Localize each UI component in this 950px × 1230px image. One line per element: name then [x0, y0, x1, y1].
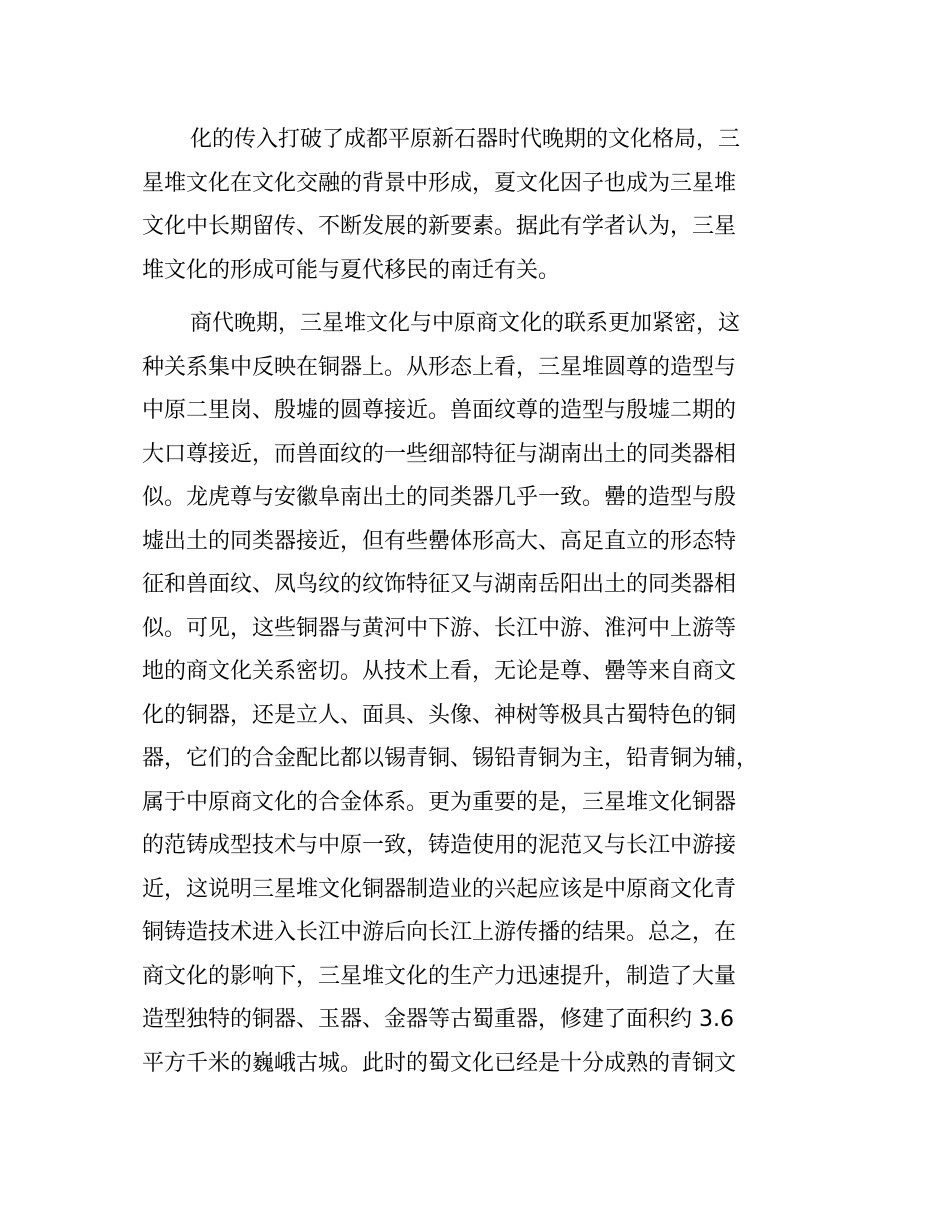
text-line: 堆文化的形成可能与夏代移民的南迁有关。	[142, 257, 561, 283]
text-line: 的范铸成型技术与中原一致，铸造使用的泥范又与长江中游接	[142, 833, 737, 858]
text-line: 平方千米的巍峨古城。此时的蜀文化已经是十分成熟的青铜文	[142, 1050, 737, 1076]
text-line: 铜铸造技术进入长江中游后向长江上游传播的结果。总之，在	[142, 920, 737, 945]
text-line: 化的铜器，还是立人、面具、头像、神树等极具古蜀特色的铜	[142, 702, 737, 728]
text-line: 种关系集中反映在铜器上。从形态上看，三星堆圆尊的造型与	[142, 354, 737, 380]
text-line: 商代晚期，三星堆文化与中原商文化的联系更加紧密，这	[190, 311, 741, 336]
paragraph-1	[142, 118, 842, 292]
text-line: 星堆文化在文化交融的背景中形成，夏文化因子也成为三星堆	[142, 170, 737, 196]
text-line: 化的传入打破了成都平原新石器时代晚期的文化格局，三	[190, 127, 741, 152]
text-line: 文化中长期留传、不断发展的新要素。据此有学者认为，三星	[142, 214, 737, 239]
text-line: 造型独特的铜器、玉器、金器等古蜀重器，修建了面积约 3.6	[142, 1007, 734, 1032]
text-line: 地的商文化关系密切。从技术上看，无论是尊、罍等来自商文	[142, 659, 737, 684]
text-line: 墟出土的同类器接近，但有些罍体形高大、高足直立的形态特	[142, 528, 737, 554]
text-line: 器，它们的合金配比都以锡青铜、锡铅青铜为主，铅青铜为辅，	[142, 746, 759, 771]
text-line: 大口尊接近，而兽面纹的一些细部特征与湖南出土的同类器相	[142, 441, 737, 467]
document-body	[142, 118, 842, 1095]
text-line: 似。可见，这些铜器与黄河中下游、长江中游、淮河中上游等	[142, 615, 737, 641]
text-line: 似。龙虎尊与安徽阜南出土的同类器几乎一致。罍的造型与殷	[142, 485, 737, 510]
text-line: 属于中原商文化的合金体系。更为重要的是，三星堆文化铜器	[142, 789, 737, 815]
paragraph-2	[142, 302, 842, 1085]
text-line: 商文化的影响下，三星堆文化的生产力迅速提升，制造了大量	[142, 963, 737, 989]
text-line: 征和兽面纹、凤鸟纹的纹饰特征又与湖南岳阳出土的同类器相	[142, 572, 737, 597]
text-line: 近，这说明三星堆文化铜器制造业的兴起应该是中原商文化青	[142, 876, 737, 902]
text-line: 中原二里岗、殷墟的圆尊接近。兽面纹尊的造型与殷墟二期的	[142, 398, 737, 423]
